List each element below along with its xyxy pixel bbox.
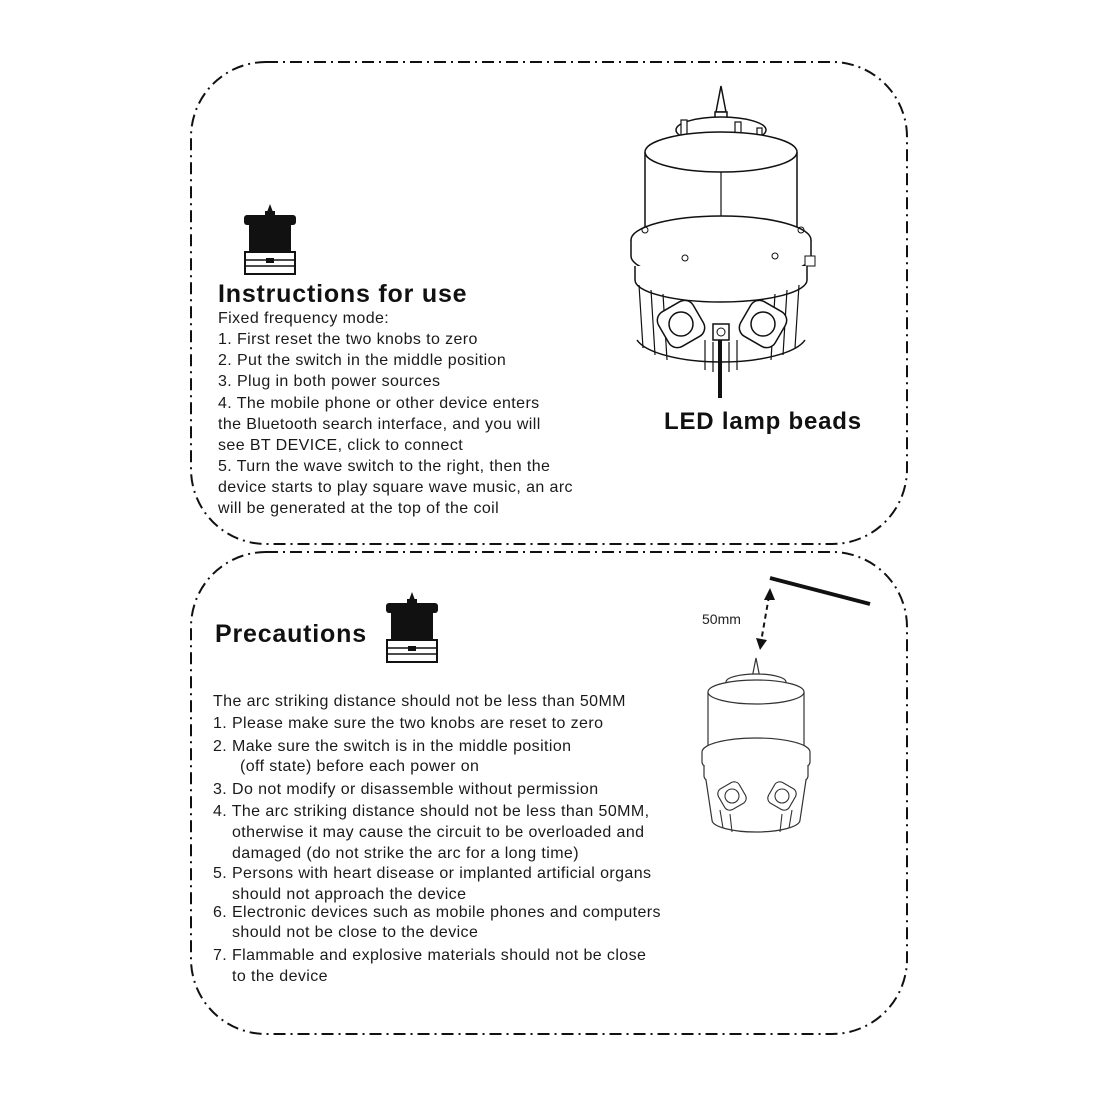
instructions-title: Instructions for use (218, 280, 468, 308)
device-illustration (625, 80, 825, 400)
instructions-line: device starts to play square wave music, an arc (218, 479, 573, 496)
precautions-line: 2. Make sure the switch is in the middle position (213, 738, 572, 755)
precautions-line: damaged (do not strike the arc for a long time) (232, 845, 579, 862)
precautions-line: 7. Flammable and explosive materials should not be close (213, 947, 647, 964)
precautions-line: (off state) before each power on (240, 758, 480, 775)
instructions-line: 3. Plug in both power sources (218, 373, 441, 390)
distance-label: 50mm (702, 611, 741, 627)
instructions-line: will be generated at the top of the coil (218, 500, 500, 517)
coil-icon (242, 202, 298, 278)
precautions-line: 3. Do not modify or disassemble without permission (213, 781, 599, 798)
precautions-line: to the device (232, 968, 328, 985)
coil-icon (384, 590, 440, 666)
instructions-line: 4. The mobile phone or other device enters (218, 395, 540, 412)
instructions-line: 2. Put the switch in the middle position (218, 352, 507, 369)
instructions-line: 5. Turn the wave switch to the right, then the (218, 458, 551, 475)
instructions-line: the Bluetooth search interface, and you will (218, 416, 541, 433)
precautions-line: otherwise it may cause the circuit to be overloaded and (232, 824, 645, 841)
instructions-line: see BT DEVICE, click to connect (218, 437, 464, 454)
precautions-intro: The arc striking distance should not be less than 50MM (213, 693, 626, 710)
precautions-line: 5. Persons with heart disease or implanted artificial organs (213, 865, 652, 882)
precautions-title: Precautions (215, 620, 367, 648)
precautions-line: should not be close to the device (232, 924, 479, 941)
precautions-line: should not approach the device (232, 886, 467, 903)
instructions-line: 1. First reset the two knobs to zero (218, 331, 478, 348)
instructions-subtitle: Fixed frequency mode: (218, 310, 390, 327)
precautions-line: 1. Please make sure the two knobs are reset to zero (213, 715, 604, 732)
precautions-line: 4. The arc striking distance should not be less than 50MM, (213, 803, 650, 820)
double-arrow-icon (756, 588, 775, 650)
led-beads-callout: LED lamp beads (664, 408, 862, 435)
precautions-line: 6. Electronic devices such as mobile phones and computers (213, 904, 661, 921)
